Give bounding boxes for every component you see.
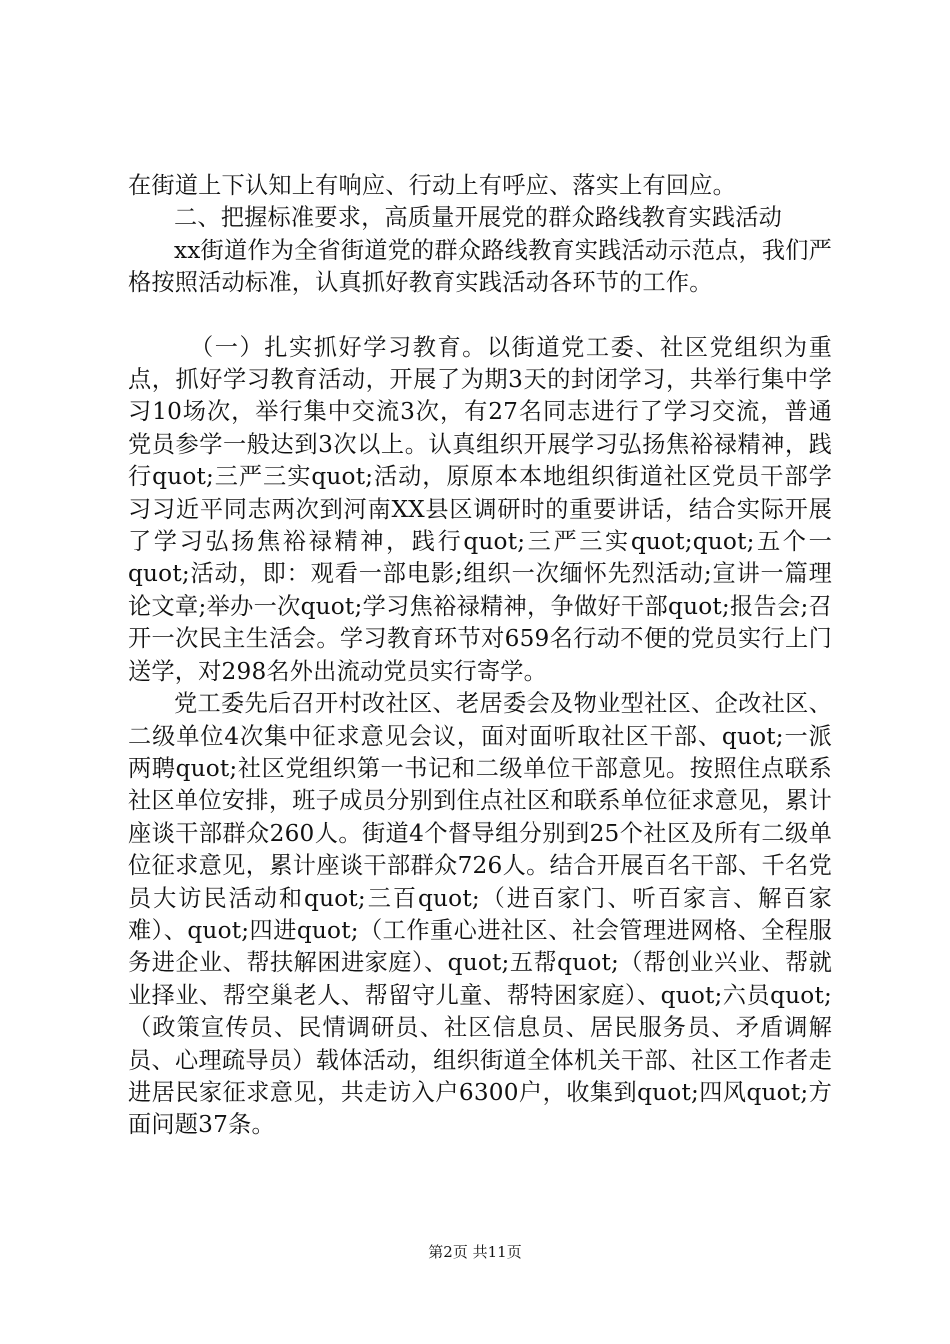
document-body — [128, 170, 832, 1142]
paragraph-opinion-collection: 党工委先后召开村改社区、老居委会及物业型社区、企改社区、二级单位4次集中征求意见会议，面对面听取社区干部、quot;一派两聘quot;社区党组织第一书记和二级单位干部意见。按照住点联系社区单位安排，班子成员分别到住点社区和联系单位征求意见，累计座谈干部群众260人。街道4个督导组分别到25个社区及所有二级单位征求意见，累计座谈干部群众726人。结合开展百名干部、千名党员大访民活动和quot;三百quot;（进百家门、听百家言、解百家难）、quot;四进quot;（工作重心进社区、社会管理进网格、全程服务进企业、帮扶解困进家庭）、quot;五帮quot;（帮创业兴业、帮就业择业、帮空巢老人、帮留守儿童、帮特困家庭）、quot;六员quot;（政策宣传员、民情调研员、社区信息员、居民服务员、矛盾调解员、心理疏导员）载体活动，组织街道全体机关干部、社区工作者走进居民家征求意见，共走访入户6300户，收集到quot;四风quot;方面问题37条。 — [128, 690, 832, 1139]
paragraph-study-education: （一）扎实抓好学习教育。以街道党工委、社区党组织为重点，抓好学习教育活动，开展了为期3天的封闭学习，共举行集中学习10场次，举行集中交流3次，有27名同志进行了学习交流，普通党员参学一般达到3次以上。认真组织开展学习弘扬焦裕禄精神，践行quot;三严三实quot;活动，原原本本地组织街道社区党员干部学习习近平同志两次到河南XX县区调研时的重要讲话，结合实际开展了学习弘扬焦裕禄精神，践行quot;三严三实quot;quot;五个一quot;活动，即：观看一部电影;组织一次缅怀先烈活动;宣讲一篇理论文章;举办一次quot;学习焦裕禄精神，争做好干部quot;报告会;召开一次民主生活会。学习教育环节对659名行动不便的党员实行上门送学，对298名外出流动党员实行寄学。 — [128, 333, 832, 685]
paragraph-intro: xx街道作为全省街道党的群众路线教育实践活动示范点，我们严格按照活动标准，认真抓好教育实践活动各环节的工作。 — [128, 236, 833, 297]
paragraph-continuation: 在街道上下认知上有响应、行动上有呼应、落实上有回应。 — [128, 172, 737, 199]
page-number: 第2页 共11页 — [428, 1243, 522, 1261]
paragraph-gap — [128, 300, 832, 332]
section-heading: 二、把握标准要求，高质量开展党的群众路线教育实践活动 — [174, 204, 783, 232]
